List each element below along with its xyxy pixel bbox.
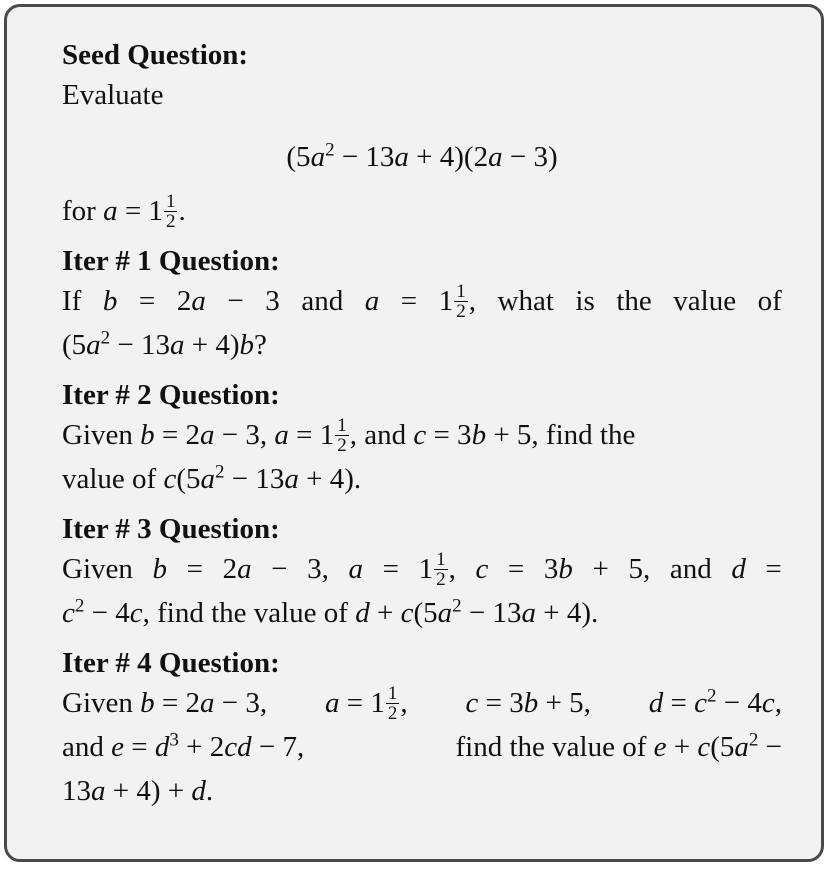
iter-4-line-1: Given b = 2a − 3, a = 1 $\frac{1}{2}$ , c = 3b + 5, $d = c^2 - 4c$, xyxy=(62,682,782,724)
iter-4-line-3: 13a + 4) + d. xyxy=(62,775,214,807)
iter-3-heading: Iter # 3 Question: xyxy=(62,513,280,545)
iter-1-line-1: If b = 2a − 3 and a = 1 $\frac{1}{2}$ , what is the value of xyxy=(62,280,782,322)
seed-question-intro: Evaluate xyxy=(62,79,164,111)
iter-2-line-1: Given b = 2a − 3, a = 1 $\frac{1}{2}$ , and c = 3b + 5, find the xyxy=(62,414,636,456)
iter-4-section xyxy=(62,645,782,813)
iter-4-line-2: and $e = d^3 + 2cd - 7$, find the value of $e + c(5a^2$ − xyxy=(62,729,782,763)
iter-3-line-1: Given b = 2a − 3, a = 1 $\frac{1}{2}$ , c = 3b + 5, and d = xyxy=(62,548,782,590)
seed-question-section xyxy=(62,37,782,233)
iter-1-heading: Iter # 1 Question: xyxy=(62,245,280,277)
iter-1-section xyxy=(62,243,782,367)
iter-3-line-2: $c^2 - 4c$, find the value of $d + c(5a^2 - 13a + 4)$. xyxy=(62,595,599,629)
iter-2-heading: Iter # 2 Question: xyxy=(62,379,280,411)
iter-3-section xyxy=(62,511,782,635)
iter-4-heading: Iter # 4 Question: xyxy=(62,647,280,679)
iter-1-line-2: $(5a^2 - 13a + 4)b$? xyxy=(62,327,267,361)
seed-question-expression: $(5a^2 - 13a + 4)(2a - 3)$ xyxy=(286,139,558,173)
seed-question-heading: Seed Question: xyxy=(62,39,249,71)
seed-question-condition: for a = 1 $\frac{1}{2}$ . xyxy=(62,190,186,232)
card-content xyxy=(62,37,782,813)
iter-2-line-2: value of $c(5a^2 - 13a + 4)$. xyxy=(62,461,362,495)
iter-2-section xyxy=(62,377,782,501)
question-card xyxy=(4,4,824,862)
